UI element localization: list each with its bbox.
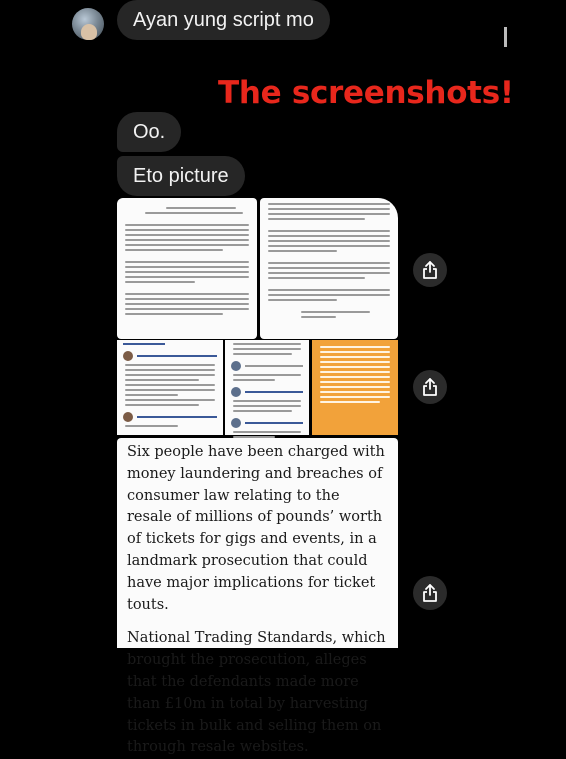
message-text: Ayan yung script mo xyxy=(133,9,314,31)
share-icon xyxy=(421,583,439,603)
attached-screenshot-3[interactable] xyxy=(117,340,223,435)
attached-screenshot-2[interactable] xyxy=(260,198,398,339)
article-paragraph: National Trading Standards, which brought the prosecution, alleges that the defendants made more than £10m in total by harvesting tickets in bulk and selling them on through resale websites. xyxy=(127,630,386,756)
article-paragraph: Six people have been charged with money laundering and breaches of consumer law relating to the resale of millions of pounds’ worth of tickets for gigs and events, in a landmark prosecution that could have major implications for ticket touts. xyxy=(127,444,385,613)
message-text: Eto picture xyxy=(133,165,229,187)
share-icon xyxy=(421,260,439,280)
message-text: Oo. xyxy=(133,121,166,143)
attached-screenshot-4[interactable] xyxy=(225,340,309,435)
share-button[interactable] xyxy=(413,576,447,610)
message-bubble-3[interactable] xyxy=(117,156,245,196)
attached-screenshot-5[interactable] xyxy=(312,340,398,435)
text-cursor xyxy=(504,27,507,47)
message-bubble-2[interactable] xyxy=(117,112,181,152)
share-button[interactable] xyxy=(413,253,447,287)
avatar[interactable] xyxy=(72,8,104,40)
attached-article-screenshot[interactable] xyxy=(117,438,398,756)
attached-screenshot-1[interactable] xyxy=(117,198,257,339)
message-bubble-1[interactable] xyxy=(117,0,330,40)
headline-overlay: The screenshots! xyxy=(218,75,514,111)
share-icon xyxy=(421,377,439,397)
share-button[interactable] xyxy=(413,370,447,404)
